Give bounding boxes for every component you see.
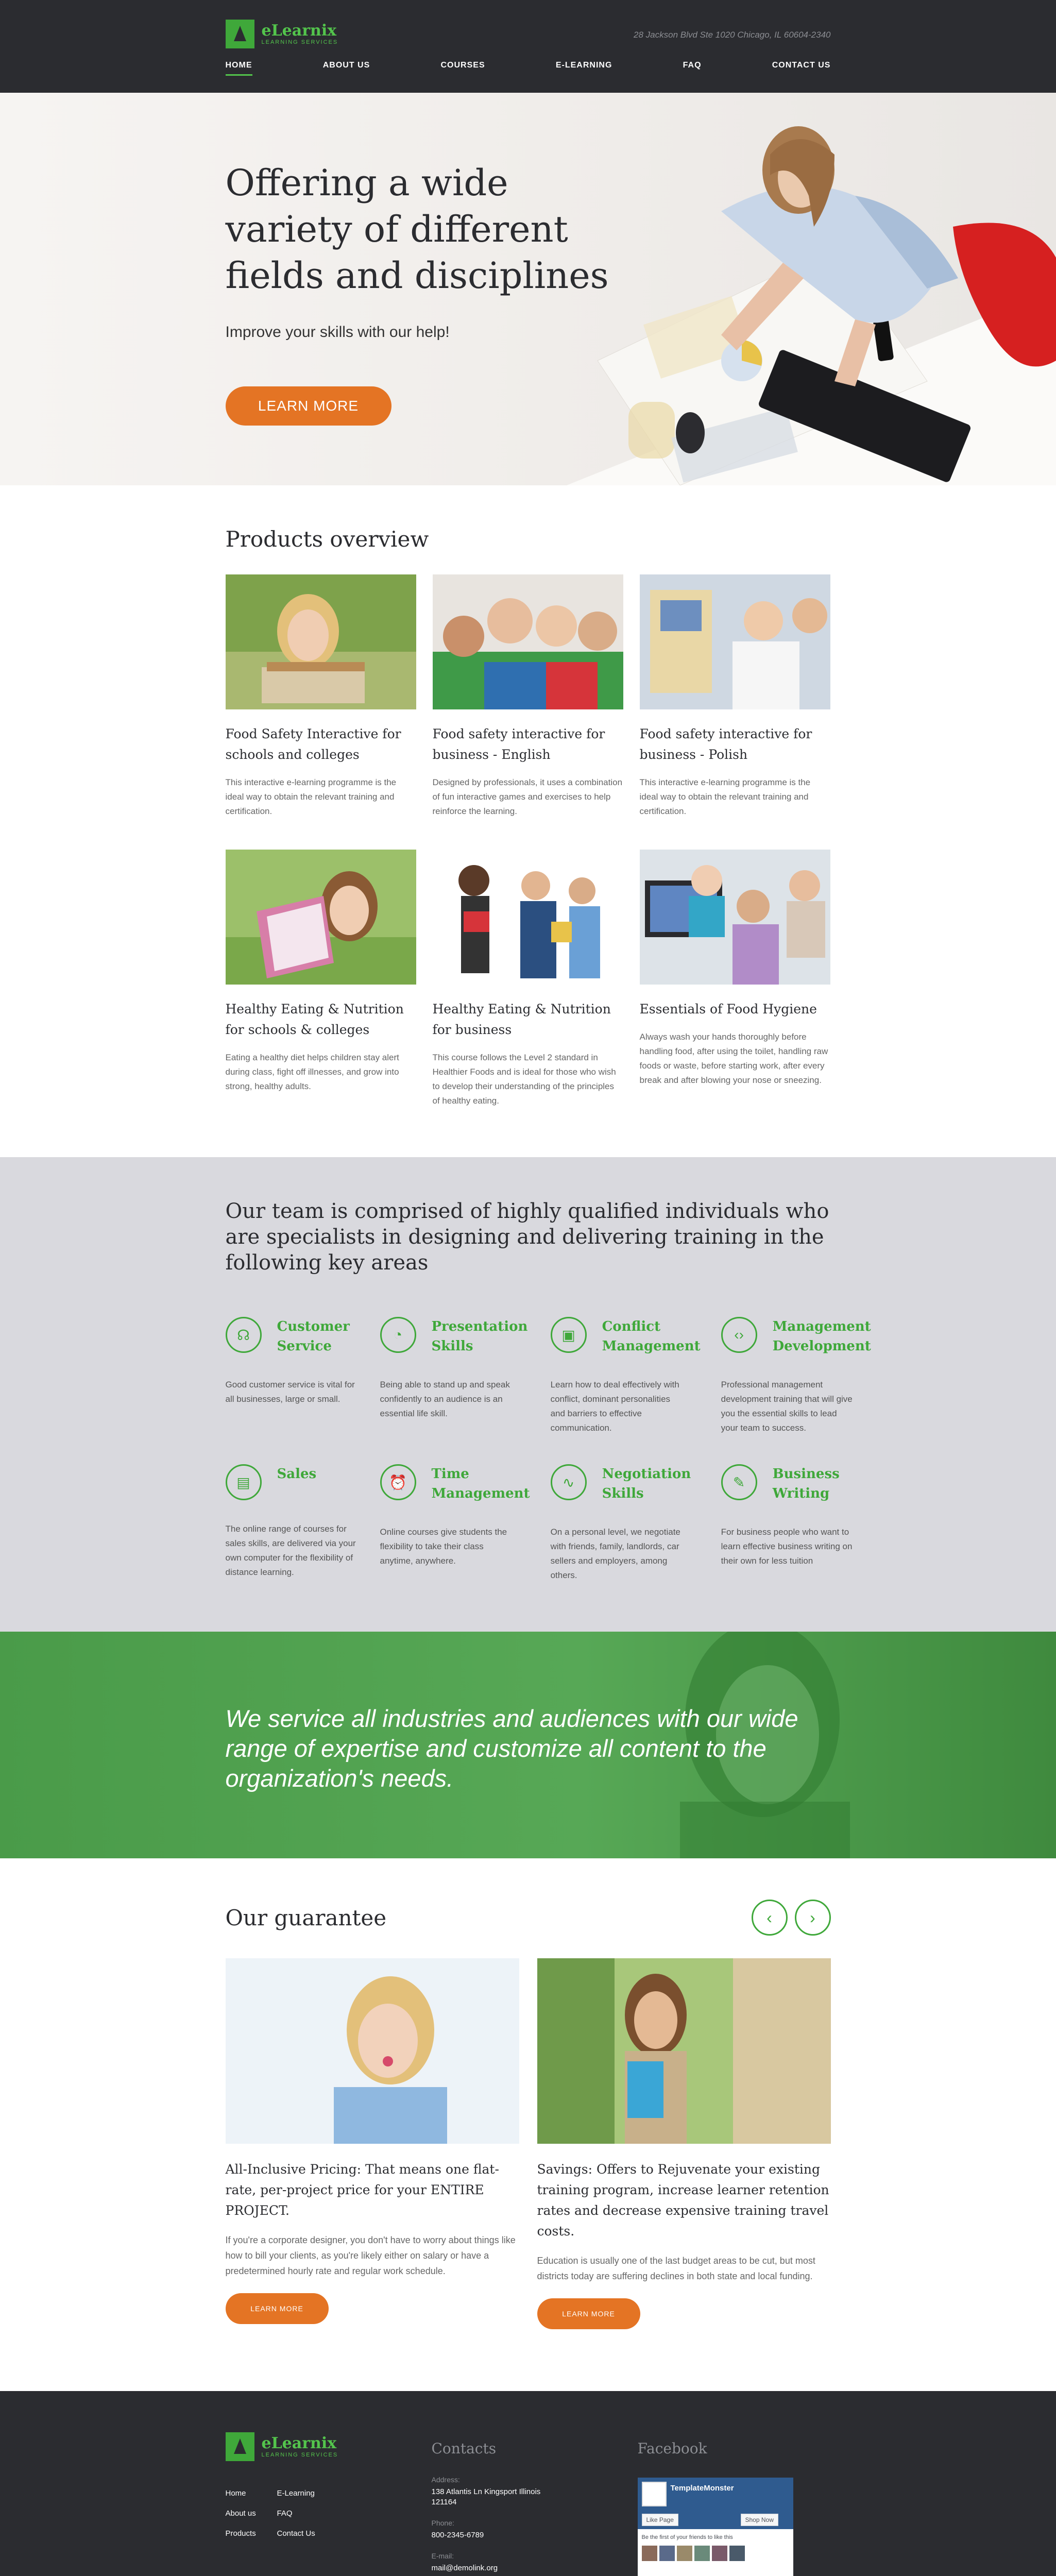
product-card[interactable] [433,574,623,819]
product-image[interactable] [433,850,623,985]
email-link[interactable]: mail@demolink.org [431,2564,498,2572]
email-label: E-mail: [431,2552,454,2560]
logo-tagline: LEARNING SERVICES [261,2452,338,2458]
learn-more-button[interactable]: LEARN MORE [226,2293,329,2324]
contacts-heading: Contacts [431,2440,497,2457]
team-heading: Our team is comprised of highly qualified individuals who are specialists in designing and delivering training in the following key areas [225,1199,829,1275]
footer-facebook [638,2440,793,2576]
footer-link-home[interactable]: Home [225,2489,246,2498]
phone-value[interactable]: 800-2345-6789 [431,2531,484,2539]
product-title[interactable]: Healthy Eating & Nutrition for business [432,1002,611,1037]
facebook-widget[interactable] [638,2478,793,2576]
learn-more-button[interactable]: LEARN MORE [537,2298,640,2329]
guarantee-description: If you're a corporate designer, you don't have to worry about things like how to bill your clients, as you're likely either on salary or have a predetermined hourly rate and regular work schedule. [225,2235,516,2276]
footer-links [226,2489,339,2538]
skill-title[interactable]: Business Writing [772,1466,840,1501]
skill-title[interactable]: Negotiation Skills [602,1466,691,1501]
header-address: 28 Jackson Blvd Ste 1020 Chicago, IL 60604-2340 [634,30,831,40]
footer-link-about-us[interactable]: About us [225,2509,256,2518]
address-value: 138 Atlantis Ln Kingsport Illinois 121164 [431,2487,541,2506]
facebook-heading: Facebook [637,2440,707,2457]
guarantee-card [226,1958,519,2329]
fb-friends-text: Be the first of your friends to like this [641,2534,733,2540]
product-title[interactable]: Food safety interactive for business - Polish [639,726,812,762]
page-avatar [642,2482,667,2506]
guarantee-image [537,1958,831,2144]
product-card[interactable] [226,574,416,819]
hero-title: Offering a wide variety of different fields and disciplines [225,162,609,297]
skill-item [380,1317,530,1435]
skill-title[interactable]: Customer Service [277,1319,350,1354]
skill-item [551,1317,701,1435]
guarantee-title: All-Inclusive Pricing: That means one flat-rate, per-project price for your ENTIRE PROJECT. [225,2162,499,2218]
fb-page-name[interactable]: TemplateMonster [670,2484,734,2493]
products-section [0,485,1056,1108]
skill-description: Good customer service is vital for all businesses, large or small. [225,1380,355,1404]
product-description: This interactive e-learning programme is the ideal way to obtain the relevant training and certification. [639,777,811,816]
product-card[interactable] [433,850,623,1108]
logo-name: eLearnix [261,2434,337,2452]
product-title[interactable]: Essentials of Food Hygiene [639,1002,817,1016]
skill-item [551,1464,701,1583]
site-footer [0,2391,1056,2576]
skill-description: Being able to stand up and speak confidently to an audience is an essential life skill. [380,1380,510,1418]
product-title[interactable]: Food safety interactive for business - English [432,726,605,762]
main-nav [226,61,831,76]
product-card[interactable] [226,850,416,1108]
skill-description: On a personal level, we negotiate with friends, family, landlords, car sellers and employers, among others. [550,1527,680,1580]
soundwave-icon: ∿ [551,1464,587,1500]
guarantee-title: Savings: Offers to Rejuvenate your existing training program, increase learner retention rates and decrease expensive training travel costs. [537,2162,829,2239]
code-icon: ‹› [721,1317,757,1353]
guarantee-section [0,1858,1056,2329]
nav-contact-us[interactable]: CONTACT US [772,61,831,70]
logo-tagline: LEARNING SERVICES [261,39,338,45]
footer-link-e-learning[interactable]: E-Learning [277,2489,315,2498]
footer-link-faq[interactable]: FAQ [277,2509,293,2518]
team-section [0,1157,1056,1632]
guarantee-card [537,1958,831,2329]
product-card[interactable] [640,574,830,819]
hero-banner [0,93,1056,485]
learn-more-button[interactable]: LEARN MORE [226,386,391,426]
nav-home[interactable]: HOME [226,61,252,76]
skill-title[interactable]: Conflict Management [602,1319,701,1354]
skill-title[interactable]: Presentation Skills [431,1319,528,1354]
phone-label: Phone: [431,2519,454,2527]
presentation-icon: ▤ [226,1464,262,1500]
fb-avatars [638,2546,793,2561]
skill-title[interactable]: Management Development [772,1319,871,1354]
nav-e-learning[interactable]: E-LEARNING [555,61,612,70]
product-image[interactable] [226,574,416,709]
skill-item [226,1317,360,1435]
fb-shop-button[interactable]: Shop Now [741,2514,778,2526]
footer-link-contact-us[interactable]: Contact Us [277,2529,315,2538]
logo-icon [226,20,254,48]
product-description: Always wash your hands thoroughly before handling food, after using the toilet, handling raw foods or waste, before starting work, after every break and after blowing your nose or sneezing. [639,1032,828,1085]
quote-banner [0,1632,1056,1858]
nav-faq[interactable]: FAQ [683,61,702,70]
product-description: Eating a healthy diet helps children stay alert during class, fight off illnesses, and grow into strong, healthy adults. [225,1053,399,1091]
product-image[interactable] [226,850,416,985]
logo-name: eLearnix [261,22,337,40]
skill-description: For business people who want to learn effective business writing on their own for less tuition [721,1527,853,1566]
pencil-icon: ✎ [721,1464,757,1500]
skill-item [226,1464,360,1583]
product-image[interactable] [640,850,830,985]
product-card[interactable] [640,850,830,1108]
fb-like-button[interactable]: Like Page [642,2514,678,2526]
nav-courses[interactable]: COURSES [440,61,485,70]
address-label: Address: [431,2476,460,2484]
skill-description: Professional management development training that will give you the essential skills to lead your team to success. [721,1380,853,1433]
skill-description: Learn how to deal effectively with conflict, dominant personalities and barriers to effective communication. [550,1380,679,1433]
guarantee-heading: Our guarantee [225,1905,387,1930]
logo[interactable] [226,20,338,48]
skill-item [721,1317,871,1435]
guarantee-description: Education is usually one of the last budget areas to be cut, but most districts today are suffering declines in both state and local funding. [537,2256,815,2281]
skill-item [721,1464,871,1583]
skill-title[interactable]: Time Management [431,1466,530,1501]
product-description: Designed by professionals, it uses a combination of fun interactive games and exercises to help reinforce the learning. [432,777,623,816]
footer-logo[interactable] [226,2432,338,2461]
skill-title[interactable]: Sales [277,1466,317,1482]
products-heading: Products overview [225,527,429,552]
headset-icon: ☊ [226,1317,262,1353]
footer-link-products[interactable]: Products [225,2529,256,2538]
chart-icon: ◔ [380,1317,416,1353]
product-image[interactable] [433,574,623,709]
product-description: This course follows the Level 2 standard in Healthier Foods and is ideal for those who wish to develop their understanding of the principles of healthy eating. [432,1053,616,1106]
site-header [0,0,1056,93]
product-title[interactable]: Food Safety Interactive for schools and colleges [225,726,401,762]
nav-about-us[interactable]: ABOUT US [322,61,370,70]
product-image[interactable] [640,574,830,709]
product-title[interactable]: Healthy Eating & Nutrition for schools & colleges [225,1002,404,1037]
skill-description: The online range of courses for sales skills, are delivered via your own computer for the flexibility of distance learning. [225,1524,356,1577]
guarantee-image [226,1958,519,2144]
footer-contacts [432,2440,555,2573]
clipboard-icon: ▣ [551,1317,587,1353]
hero-subtitle: Improve your skills with our help! [225,324,450,341]
skill-item [380,1464,530,1583]
prev-arrow-icon[interactable]: ‹ [752,1900,788,1936]
skill-description: Online courses give students the flexibility to take their class anytime, anywhere. [380,1527,507,1566]
product-description: This interactive e-learning programme is the ideal way to obtain the relevant training and certification. [225,777,397,816]
quote-text: We service all industries and audiences with our wide range of expertise and customize all content to the organization's needs. [225,1705,798,1792]
alarm-clock-icon: ⏰ [380,1464,416,1500]
next-arrow-icon[interactable]: › [795,1900,831,1936]
logo-icon [226,2432,254,2461]
